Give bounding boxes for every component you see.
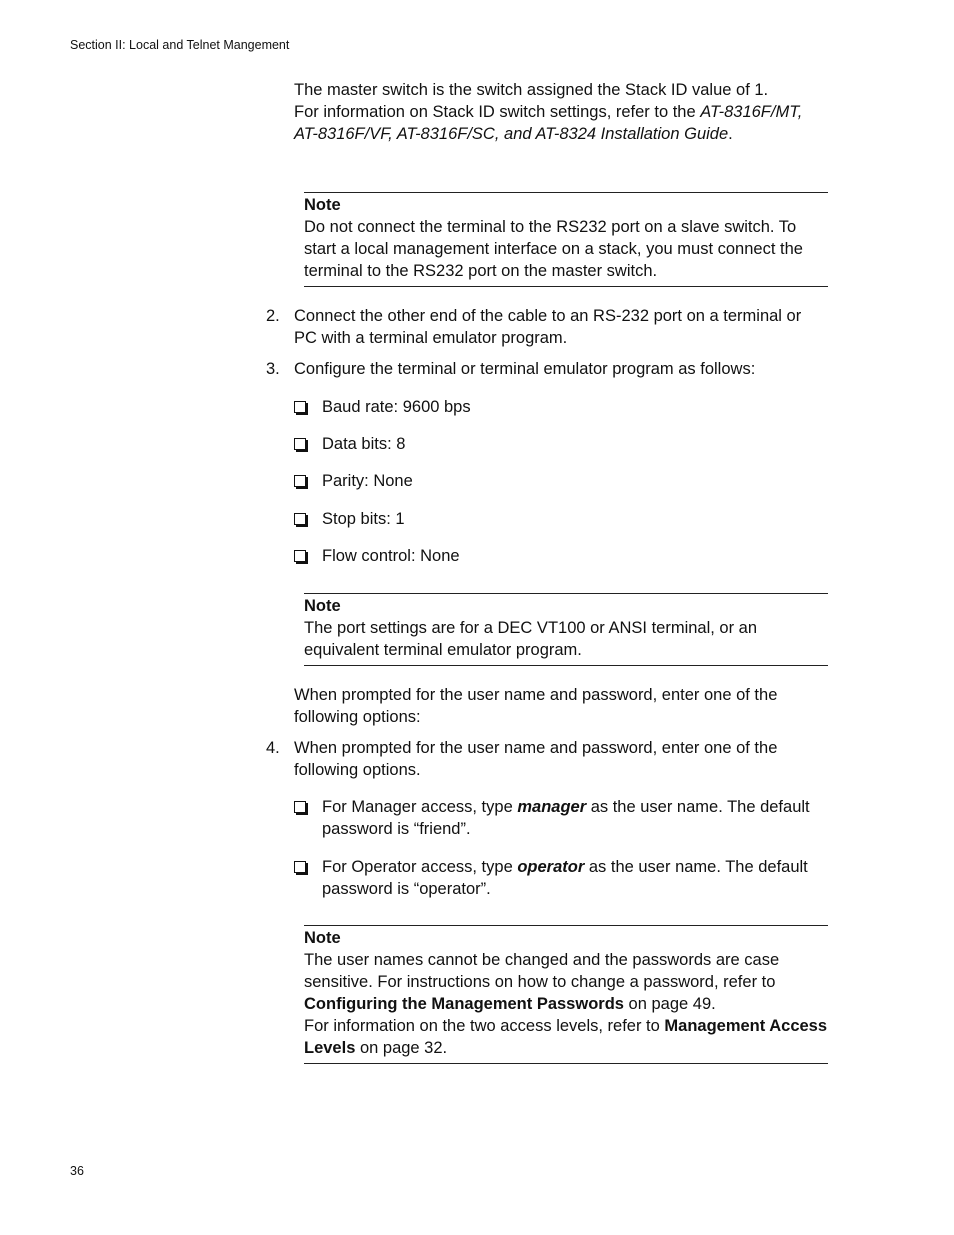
note-text: The user names cannot be changed and the passwords are case sensitive. For instructions on how to change a password, refer to [304, 951, 780, 991]
list-item-text [322, 796, 828, 840]
guide-title: AT-8316F/MT, AT-8316F/VF, AT-8316F/SC, and AT-8324 Installation Guide [294, 103, 803, 143]
step-number: 3. [266, 360, 280, 378]
checkbox-bullet-icon [294, 861, 306, 873]
checkbox-bullet-icon [294, 801, 306, 813]
step-number: 4. [266, 739, 280, 757]
username-manager: manager [517, 798, 587, 816]
checkbox-bullet-icon [294, 550, 306, 562]
list-item-text: Baud rate: 9600 bps [322, 398, 471, 416]
list-item-text [322, 856, 828, 900]
intro-line-1: The master switch is the switch assigned the Stack ID value of 1. [294, 81, 769, 99]
intro-line-2: For information on Stack ID switch settings, refer to the [294, 103, 701, 121]
step-text: Connect the other end of the cable to an RS-232 port on a terminal or PC with a terminal emulator program. [294, 307, 802, 347]
note-title: Note [304, 597, 341, 615]
note-box-stack [304, 192, 828, 287]
access-prefix: For Manager access, type [322, 798, 518, 816]
access-suffix: as the user name. The default password is “operator”. [322, 858, 808, 898]
note-text: on page 32. [355, 1039, 448, 1057]
note-body: The port settings are for a DEC VT100 or ANSI terminal, or an equivalent terminal emulator program. [304, 619, 758, 659]
page-number: 36 [70, 1164, 84, 1178]
xref-management-passwords[interactable]: Configuring the Management Passwords [304, 995, 624, 1013]
intro-paragraph [294, 79, 814, 145]
checkbox-bullet-icon [294, 401, 306, 413]
note-body: Do not connect the terminal to the RS232 port on a slave switch. To start a local management interface on a stack, you must connect the terminal to the RS232 port on the master switch. [304, 218, 803, 280]
list-item-text: Parity: None [322, 472, 413, 490]
checkbox-bullet-icon [294, 513, 306, 525]
username-operator: operator [517, 858, 585, 876]
intro-period: . [728, 125, 733, 143]
note-body [304, 949, 828, 1063]
note-text: on page 49. [623, 995, 716, 1013]
step-text: When prompted for the user name and password, enter one of the following options. [294, 739, 778, 779]
list-item-text: Stop bits: 1 [322, 510, 405, 528]
access-prefix: For Operator access, type [322, 858, 518, 876]
checkbox-bullet-icon [294, 475, 306, 487]
running-header: Section II: Local and Telnet Mangement [70, 38, 290, 52]
step-text: Configure the terminal or terminal emulator program as follows: [294, 360, 756, 378]
list-item-text: Data bits: 8 [322, 435, 406, 453]
note-box-port-settings [304, 593, 828, 666]
prompt-paragraph: When prompted for the user name and password, enter one of the following options: [294, 686, 778, 726]
note-title: Note [304, 196, 341, 214]
checkbox-bullet-icon [294, 438, 306, 450]
access-suffix: as the user name. The default password is “friend”. [322, 798, 810, 838]
note-text: For information on the two access levels, refer to [304, 1017, 665, 1035]
xref-management-access-levels[interactable]: Management Access Levels [304, 1017, 828, 1057]
note-title: Note [304, 929, 341, 947]
step-number: 2. [266, 307, 280, 325]
note-box-user-names [304, 925, 828, 1064]
list-item-text: Flow control: None [322, 547, 460, 565]
